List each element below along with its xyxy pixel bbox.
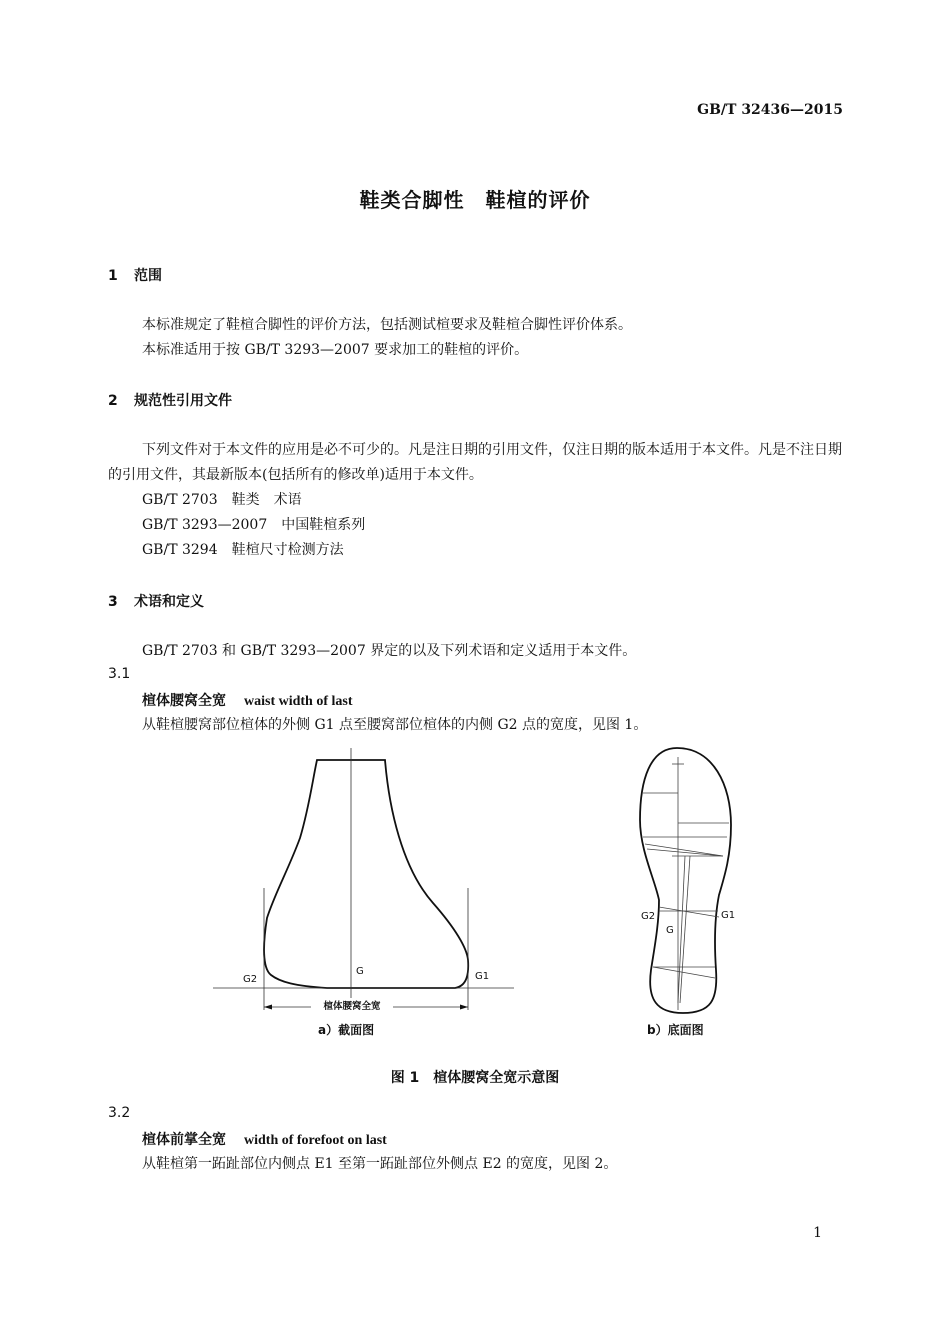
section-1-title: 范围 [134, 268, 162, 284]
figure-1-caption: 图 1 楦体腰窝全宽示意图 [390, 1070, 560, 1086]
term-3-1-heading [142, 690, 353, 710]
section-2-intro: 下列文件对于本文件的应用是必不可少的。凡是注日期的引用文件，仅注日期的版本适用于本文件。凡是不注日期的引用文件，其最新版本(包括所有的修改单)适用于本文件。 [108, 442, 842, 483]
last-bottom-outline [640, 748, 731, 1013]
section-2-title: 规范性引用文件 [134, 393, 232, 409]
term-3-2-en: width of forefoot on last [244, 1133, 387, 1148]
waist-line [659, 907, 719, 917]
term-3-1-zh: 楦体腰窝全宽 [142, 693, 226, 709]
page-number: 1 [813, 1225, 822, 1241]
label-g1: G1 [721, 910, 736, 921]
figure-1b-caption: b）底面图 [647, 1023, 704, 1037]
section-2-heading [108, 390, 232, 410]
term-3-1-number: 3.1 [108, 666, 131, 682]
reference-item: GB/T 3294 鞋楦尺寸检测方法 [142, 542, 344, 558]
label-g1: G1 [475, 971, 490, 982]
document-title: 鞋类合脚性 鞋楦的评价 [359, 188, 591, 212]
figure-1b-bottom-view-diagram [635, 745, 750, 1020]
section-1-paragraph-1: 本标准规定了鞋楦合脚性的评价方法，包括测试楦要求及鞋楦合脚性评价体系。 [142, 317, 632, 333]
section-3-heading [108, 591, 204, 611]
section-3-number: 3 [108, 594, 118, 610]
reference-item: GB/T 3293—2007 中国鞋楦系列 [142, 517, 366, 533]
label-g: G [356, 966, 364, 977]
term-3-1-en: waist width of last [244, 694, 353, 709]
label-g: G [666, 925, 674, 936]
section-2-number: 2 [108, 393, 118, 409]
last-section-outline [264, 760, 468, 988]
label-g2: G2 [641, 911, 656, 922]
cross-line [653, 967, 715, 978]
figure-1a-cross-section-diagram [205, 748, 525, 1023]
section-1-paragraph-2: 本标准适用于按 GB/T 3293—2007 要求加工的鞋楦的评价。 [142, 342, 529, 358]
term-3-2-zh: 楦体前掌全宽 [142, 1132, 226, 1148]
term-3-1-definition: 从鞋楦腰窝部位楦体的外侧 G1 点至腰窝部位楦体的内侧 G2 点的宽度，见图 1。 [142, 717, 648, 733]
dimension-arrow-right [460, 1005, 468, 1010]
section-3-intro: GB/T 2703 和 GB/T 3293—2007 界定的以及下列术语和定义适用于本文件。 [142, 643, 637, 659]
section-3-title: 术语和定义 [134, 594, 204, 610]
term-3-2-number: 3.2 [108, 1105, 131, 1121]
term-3-2-heading [142, 1129, 387, 1149]
label-g2: G2 [243, 974, 258, 985]
dimension-arrow-left [264, 1005, 272, 1010]
dimension-label: 楦体腰窝全宽 [323, 1001, 381, 1012]
reference-item: GB/T 2703 鞋类 术语 [142, 492, 302, 508]
term-3-2-definition: 从鞋楦第一跖趾部位内侧点 E1 至第一跖趾部位外侧点 E2 的宽度，见图 2。 [142, 1156, 618, 1172]
section-1-number: 1 [108, 268, 118, 284]
section-1-heading [108, 265, 162, 285]
figure-1a-caption: a）截面图 [318, 1023, 375, 1037]
standard-code: GB/T 32436—2015 [697, 102, 843, 118]
